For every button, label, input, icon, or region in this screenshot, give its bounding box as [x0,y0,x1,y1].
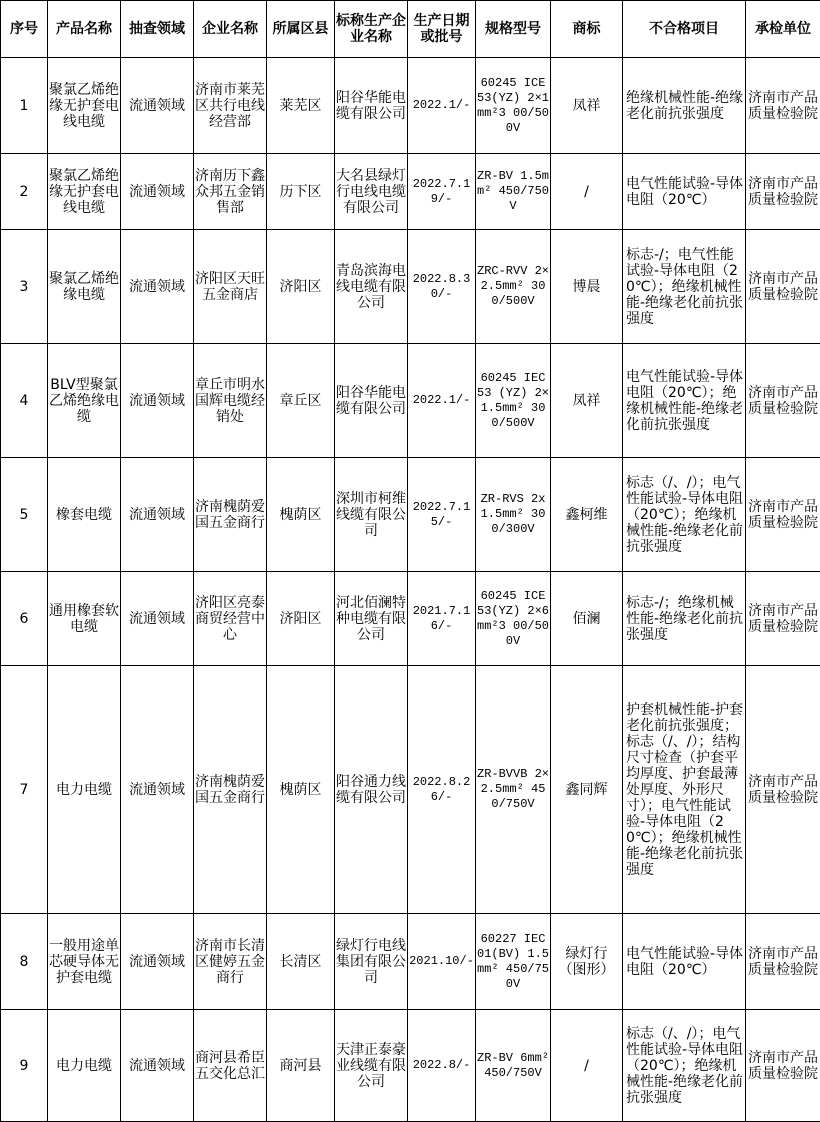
cell-inspector: 济南市产品质量检验院 [746,344,820,458]
cell-product: BLV型聚氯乙烯绝缘电缆 [48,344,121,458]
cell-inspector: 济南市产品质量检验院 [746,230,820,344]
cell-company: 章丘市明水国辉电缆经销处 [194,344,267,458]
table-row [1,230,820,344]
cell-spec: ZRC-RVV 2×2.5mm² 300/500V [476,230,551,344]
cell-field: 流通领域 [121,572,194,666]
cell-failed: 电气性能试验-导体电阻（20℃） [623,914,746,1010]
cell-spec: ZR-RVS 2x1.5mm² 300/300V [476,458,551,572]
header-cell: 抽查领域 [121,1,194,58]
cell-product: 电力电缆 [48,1010,121,1122]
cell-manufacturer: 大名县绿灯行电线电缆有限公司 [335,154,408,230]
cell-district: 长清区 [267,914,335,1010]
cell-field: 流通领域 [121,1010,194,1122]
cell-company: 济南市长清区健婷五金商行 [194,914,267,1010]
cell-failed: 绝缘机械性能-绝缘老化前抗张强度 [623,58,746,154]
table-row [1,666,820,914]
cell-failed: 护套机械性能-护套老化前抗张强度；标志（/、/）；结构尺寸检查（护套平均厚度、护套最薄处厚度、外形尺寸）；电气性能试验-导体电阻（20℃）；绝缘机械性能-绝缘老化前抗张强度 [623,666,746,914]
cell-spec: 60245 IEC 53 (YZ) 2×1.5mm² 300/500V [476,344,551,458]
cell-brand: 博晨 [551,230,623,344]
cell-company: 济南槐荫爱国五金商行 [194,666,267,914]
cell-failed: 标志-/；电气性能试验-导体电阻（20℃）；绝缘机械性能-绝缘老化前抗张强度 [623,230,746,344]
cell-date: 2022.8.30/- [408,230,476,344]
cell-spec: ZR-BV 1.5mm² 450/750V [476,154,551,230]
header-cell: 企业名称 [194,1,267,58]
cell-product: 一般用途单芯硬导体无护套电缆 [48,914,121,1010]
table-row [1,914,820,1010]
cell-no: 5 [1,458,48,572]
cell-failed: 电气性能试验-导体电阻（20℃） [623,154,746,230]
cell-product: 橡套电缆 [48,458,121,572]
cell-brand: 凤祥 [551,344,623,458]
cell-spec: 60245 ICE 53(YZ) 2×6mm²3 00/500V [476,572,551,666]
cell-district: 商河县 [267,1010,335,1122]
cell-district: 济阳区 [267,230,335,344]
cell-manufacturer: 阳谷通力线缆有限公司 [335,666,408,914]
cell-manufacturer: 河北佰澜特种电缆有限公司 [335,572,408,666]
cell-product: 聚氯乙烯绝缘无护套电线电缆 [48,58,121,154]
header-cell: 规格型号 [476,1,551,58]
cell-no: 2 [1,154,48,230]
cell-brand: 凤祥 [551,58,623,154]
cell-date: 2021.7.16/- [408,572,476,666]
cell-inspector: 济南市产品质量检验院 [746,666,820,914]
cell-spec: ZR-BV 6mm² 450/750V [476,1010,551,1122]
cell-district: 莱芜区 [267,58,335,154]
cell-spec: 60245 ICE 53(YZ) 2×1mm²3 00/500V [476,58,551,154]
cell-manufacturer: 阳谷华能电缆有限公司 [335,58,408,154]
cell-date: 2022.7.15/- [408,458,476,572]
header-cell: 不合格项目 [623,1,746,58]
header-cell: 生产日期或批号 [408,1,476,58]
cell-field: 流通领域 [121,914,194,1010]
cell-brand: / [551,154,623,230]
cell-brand: 鑫柯维 [551,458,623,572]
header-cell: 承检单位 [746,1,820,58]
cell-manufacturer: 青岛滨海电线电缆有限公司 [335,230,408,344]
cell-failed: 电气性能试验-导体电阻（20℃）；绝缘机械性能-绝缘老化前抗张强度 [623,344,746,458]
cell-date: 2021.10/- [408,914,476,1010]
cell-manufacturer: 阳谷华能电缆有限公司 [335,344,408,458]
cell-no: 6 [1,572,48,666]
cell-company: 济阳区亮泰商贸经营中心 [194,572,267,666]
cell-district: 历下区 [267,154,335,230]
cell-manufacturer: 深圳市柯维线缆有限公司 [335,458,408,572]
cell-product: 通用橡套软电缆 [48,572,121,666]
cell-spec: ZR-BVVB 2×2.5mm² 450/750V [476,666,551,914]
cell-failed: 标志-/；绝缘机械性能-绝缘老化前抗张强度 [623,572,746,666]
cell-no: 4 [1,344,48,458]
cell-product: 聚氯乙烯绝缘无护套电线电缆 [48,154,121,230]
cell-inspector: 济南市产品质量检验院 [746,154,820,230]
table-row [1,458,820,572]
cell-company: 济阳区天旺五金商店 [194,230,267,344]
cell-product: 电力电缆 [48,666,121,914]
table-row [1,1010,820,1122]
cell-company: 济南历下鑫众邦五金销售部 [194,154,267,230]
cell-field: 流通领域 [121,230,194,344]
cell-district: 济阳区 [267,572,335,666]
cell-company: 济南槐荫爱国五金商行 [194,458,267,572]
cell-inspector: 济南市产品质量检验院 [746,58,820,154]
cell-brand: 鑫同辉 [551,666,623,914]
cell-field: 流通领域 [121,458,194,572]
cell-no: 7 [1,666,48,914]
cell-inspector: 济南市产品质量检验院 [746,914,820,1010]
header-cell: 所属区县 [267,1,335,58]
cell-failed: 标志（/、/）；电气性能试验-导体电阻（20℃）；绝缘机械性能-绝缘老化前抗张强度 [623,458,746,572]
cell-no: 9 [1,1010,48,1122]
table-row [1,572,820,666]
cell-company: 商河县希臣五交化总汇 [194,1010,267,1122]
table-row [1,344,820,458]
header-cell: 标称生产企业名称 [335,1,408,58]
cell-manufacturer: 绿灯行电线集团有限公司 [335,914,408,1010]
cell-date: 2022.1/- [408,344,476,458]
cell-failed: 标志（/、/）；电气性能试验-导体电阻（20℃）；绝缘机械性能-绝缘老化前抗张强度 [623,1010,746,1122]
cell-district: 章丘区 [267,344,335,458]
cell-brand: / [551,1010,623,1122]
cell-inspector: 济南市产品质量检验院 [746,458,820,572]
cell-no: 8 [1,914,48,1010]
table-row [1,58,820,154]
cell-field: 流通领域 [121,666,194,914]
cell-spec: 60227 IEC 01(BV) 1.5mm² 450/750V [476,914,551,1010]
header-cell: 序号 [1,1,48,58]
cell-brand: 佰澜 [551,572,623,666]
cell-date: 2022.1/- [408,58,476,154]
cell-manufacturer: 天津正泰豪业线缆有限公司 [335,1010,408,1122]
cell-brand: 绿灯行（图形） [551,914,623,1010]
cell-date: 2022.7.19/- [408,154,476,230]
cell-product: 聚氯乙烯绝缘电缆 [48,230,121,344]
cell-district: 槐荫区 [267,458,335,572]
cell-date: 2022.8/- [408,1010,476,1122]
header-cell: 产品名称 [48,1,121,58]
cell-inspector: 济南市产品质量检验院 [746,1010,820,1122]
cell-field: 流通领域 [121,344,194,458]
header-cell: 商标 [551,1,623,58]
cell-no: 3 [1,230,48,344]
cell-no: 1 [1,58,48,154]
cell-field: 流通领域 [121,154,194,230]
cell-date: 2022.8.26/- [408,666,476,914]
cell-company: 济南市莱芜区共行电线经营部 [194,58,267,154]
cell-inspector: 济南市产品质量检验院 [746,572,820,666]
cell-district: 槐荫区 [267,666,335,914]
cell-field: 流通领域 [121,58,194,154]
table-row [1,154,820,230]
header-row [1,1,820,58]
